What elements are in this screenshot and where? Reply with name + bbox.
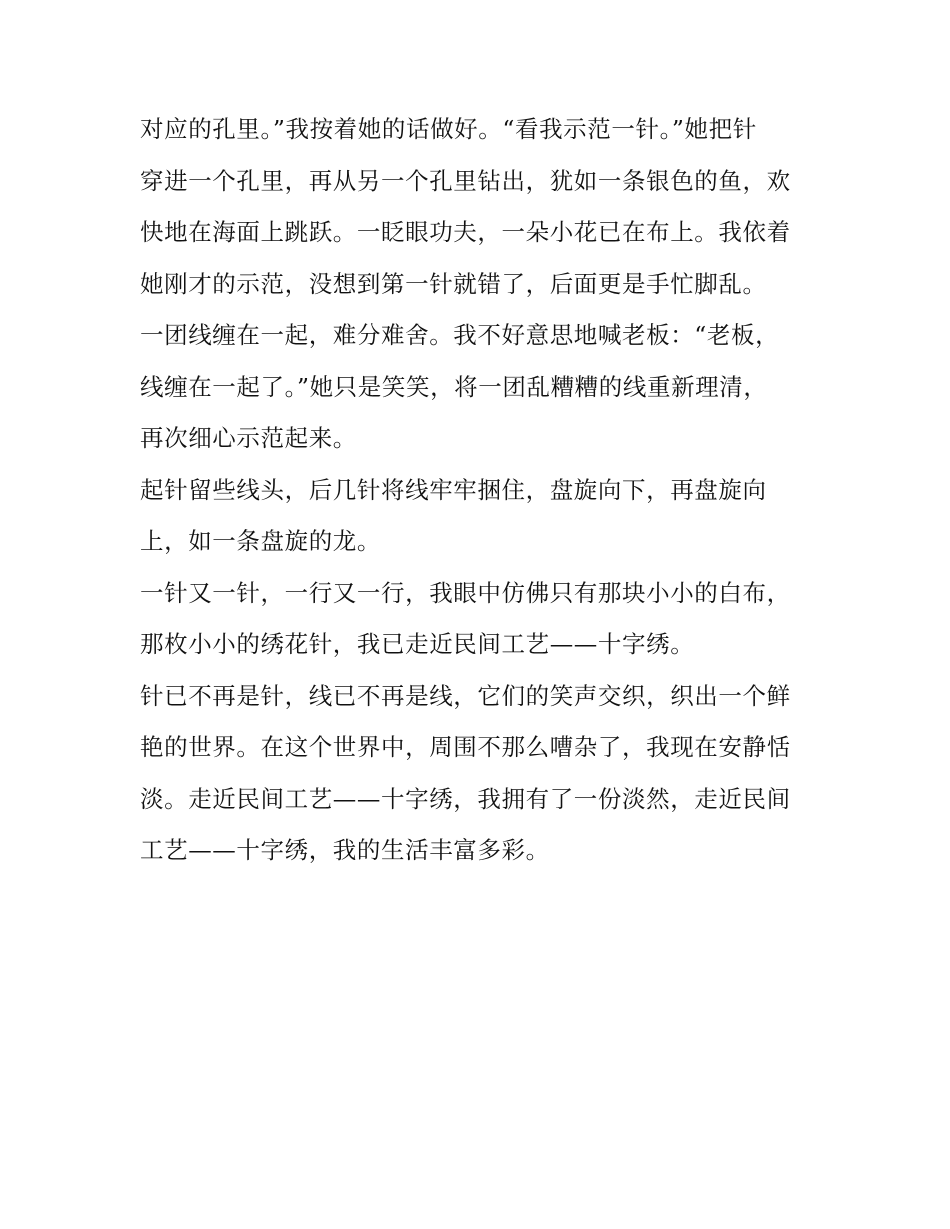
text-line: 淡。走近民间工艺——十字绣，我拥有了一份淡然，走近民间 <box>140 784 791 813</box>
text-line: 那枚小小的绣花针，我已走近民间工艺——十字绣。 <box>140 630 695 658</box>
text-line: 针已不再是针，线已不再是线，它们的笑声交织，织出一个鲜 <box>140 681 791 710</box>
text-line: 再次细心示范起来。 <box>140 424 357 452</box>
text-line: 对应的孔里。”我按着她的话做好。“看我示范一针。”她把针 <box>140 115 757 143</box>
text-line: 上，如一条盘旋的龙。 <box>140 527 381 555</box>
text-line: 起针留些线头，后几针将线牢牢捆住，盘旋向下，再盘旋向 <box>140 475 767 504</box>
text-line: 工艺——十字绣，我的生活丰富多彩。 <box>140 836 550 864</box>
text-line: 她刚才的示范，没想到第一针就错了，后面更是手忙脚乱。 <box>140 269 767 298</box>
text-line: 一针又一针，一行又一行，我眼中仿佛只有那块小小的白布， <box>140 578 791 607</box>
essay-body <box>140 104 820 877</box>
text-line: 快地在海面上跳跃。一眨眼功夫，一朵小花已在布上。我依着 <box>140 218 791 246</box>
text-line: 艳的世界。在这个世界中，周围不那么嘈杂了，我现在安静恬 <box>140 733 791 761</box>
text-line: 一团线缠在一起，难分难舍。我不好意思地喊老板：“老板， <box>140 321 780 349</box>
text-line: 穿进一个孔里，再从另一个孔里钻出，犹如一条银色的鱼，欢 <box>140 166 791 195</box>
text-line: 线缠在一起了。”她只是笑笑，将一团乱糟糟的线重新理清， <box>140 372 768 401</box>
